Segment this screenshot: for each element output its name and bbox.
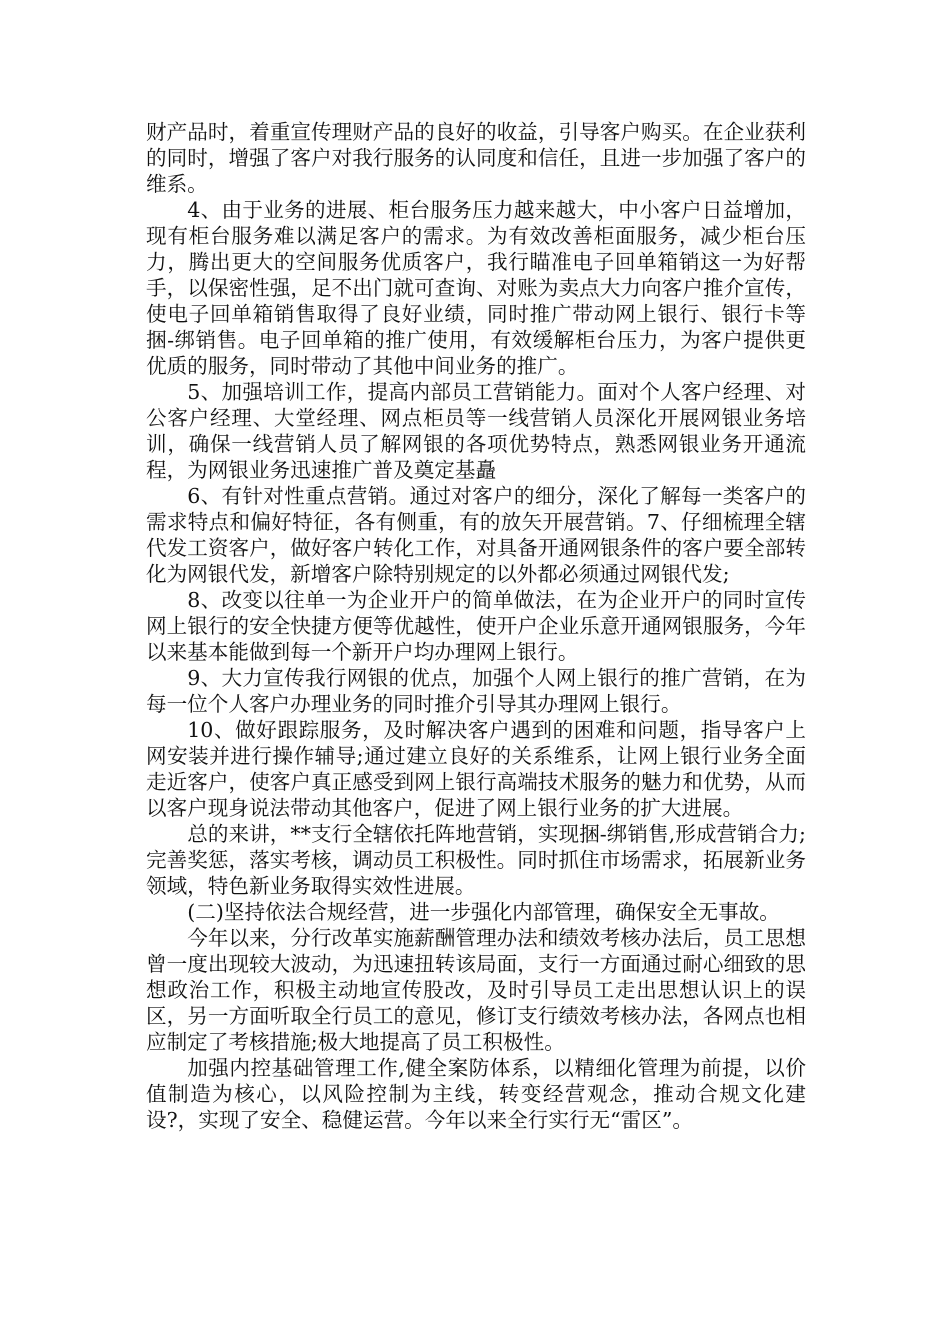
paragraph-6: 9、大力宣传我行网银的优点，加强个人网上银行的推广营销，在为每一位个人客户办理业务的同时推介引导其办理网上银行。: [146, 666, 806, 716]
paragraph-11: 加强内控基础管理工作,健全案防体系，以精细化管理为前提，以价值制造为核心，以风险控制为主线，转变经营观念，推动合规文化建设?，实现了安全、稳健运营。今年以来全行实行无“雷区”。: [146, 1056, 806, 1132]
paragraph-2: 4、由于业务的进展、柜台服务压力越来越大，中小客户日益增加，现有柜台服务难以满足客户的需求。为有效改善柜面服务，减少柜台压力，腾出更大的空间服务优质客户，我行瞄准电子回单箱销这一为好帮手，以保密性强，足不出门就可查询、对账为卖点大力向客户推介宣传，使电子回单箱销售取得了良好业绩，同时推广带动网上银行、银行卡等捆-绑销售。电子回单箱的推广使用，有效缓解柜台压力，为客户提供更优质的服务，同时带动了其他中间业务的推广。: [146, 198, 806, 378]
paragraph-3: 5、加强培训工作，提高内部员工营销能力。面对个人客户经理、对公客户经理、大堂经理、网点柜员等一线营销人员深化开展网银业务培训，确保一线营销人员了解网银的各项优势特点，熟悉网银业务开通流程，为网银业务迅速推广普及奠定基矗: [146, 380, 806, 482]
paragraph-5: 8、改变以往单一为企业开户的简单做法，在为企业开户的同时宣传网上银行的安全快捷方便等优越性，使开户企业乐意开通网银服务，今年以来基本能做到每一个新开户均办理网上银行。: [146, 588, 806, 664]
paragraph-10: 今年以来，分行改革实施薪酬管理办法和绩效考核办法后，员工思想曾一度出现较大波动，为迅速扭转该局面，支行一方面通过耐心细致的思想政治工作，积极主动地宣传股改，及时引导员工走出思想认识上的误区，另一方面听取全行员工的意见，修订支行绩效考核办法，各网点也相应制定了考核措施;极大地提高了员工积极性。: [146, 926, 806, 1054]
paragraph-1: 财产品时，着重宣传理财产品的良好的收益，引导客户购买。在企业获利的同时，增强了客户对我行服务的认同度和信任，且进一步加强了客户的维系。: [146, 120, 806, 196]
paragraph-9: (二)坚持依法合规经营，进一步强化内部管理，确保安全无事故。: [187, 900, 780, 924]
paragraph-8: 总的来讲，**支行全辖依托阵地营销，实现捆-绑销售,形成营销合力;完善奖惩，落实考核，调动员工积极性。同时抓住市场需求，拓展新业务领域，特色新业务取得实效性进展。: [146, 822, 806, 898]
paragraph-4: 6、有针对性重点营销。通过对客户的细分，深化了解每一类客户的需求特点和偏好特征，各有侧重，有的放矢开展营销。7、仔细梳理全辖代发工资客户，做好客户转化工作，对具备开通网银条件的客户要全部转化为网银代发，新增客户除特别规定的以外都必须通过网银代发;: [146, 484, 806, 586]
paragraph-7: 10、做好跟踪服务，及时解决客户遇到的困难和问题，指导客户上网安装并进行操作辅导;通过建立良好的关系维系，让网上银行业务全面走近客户，使客户真正感受到网上银行高端技术服务的魅力和优势，从而以客户现身说法带动其他客户，促进了网上银行业务的扩大进展。: [146, 718, 806, 820]
document-body: [146, 119, 806, 1133]
